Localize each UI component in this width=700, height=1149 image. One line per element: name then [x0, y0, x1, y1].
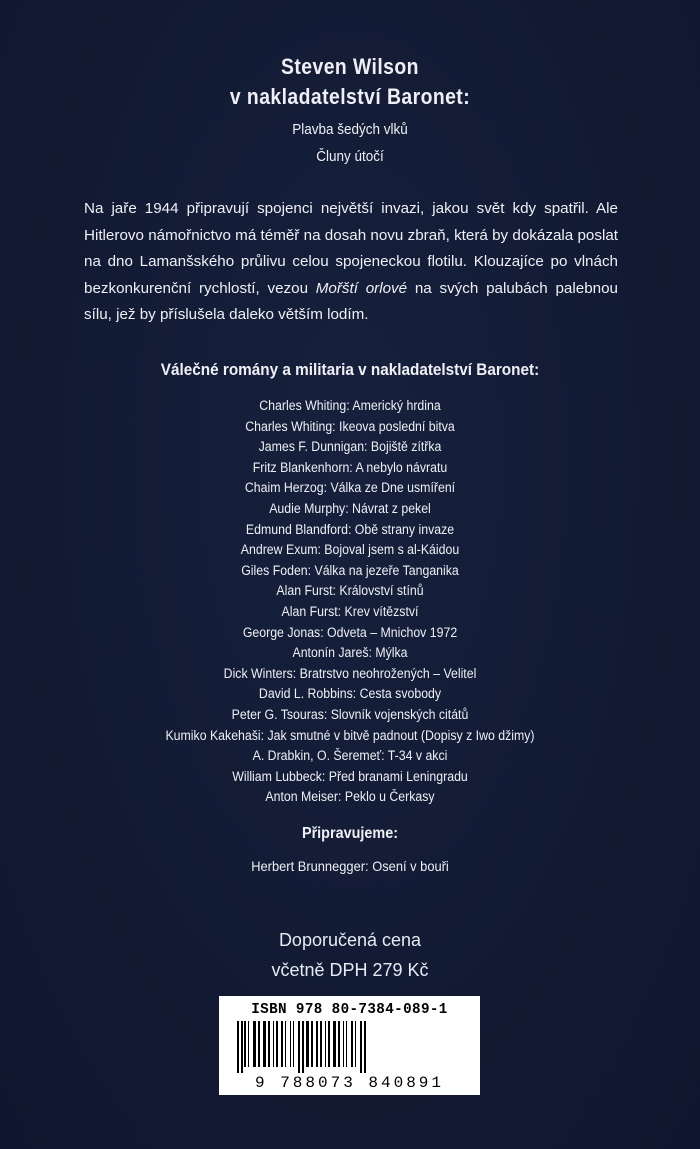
barcode-bar — [355, 1021, 356, 1067]
list-item: Fritz Blankenhorn: A nebylo návratu — [252, 459, 448, 475]
list-item: Andrew Exum: Bojoval jsem s al-Káidou — [240, 542, 460, 558]
list-item: Antonín Jareš: Mýlka — [292, 645, 408, 661]
barcode-bar — [328, 1021, 330, 1067]
barcode-digits: 9 788073 840891 — [254, 1074, 445, 1092]
barcode-bar — [258, 1021, 260, 1067]
blurb-text — [84, 196, 618, 329]
list-item: Dick Winters: Bratrstvo neohrožených – Velitel — [223, 665, 477, 681]
list-item: Anton Meiser: Peklo u Čerkasy — [265, 789, 435, 805]
barcode-bar — [281, 1021, 283, 1067]
list-item: Charles Whiting: Ikeova poslední bitva — [245, 418, 455, 434]
isbn-number: ISBN 978 80-7384-089-1 — [251, 1001, 448, 1018]
barcode-bar — [343, 1021, 344, 1067]
list-item: Edmund Blandford: Obě strany invaze — [245, 521, 455, 537]
book-list — [0, 396, 700, 808]
barcode-bar — [244, 1021, 246, 1067]
list-item: A. Drabkin, O. Šeremeť: T-34 v akci — [252, 748, 448, 764]
list-item: Peter G. Tsouras: Slovník vojenských citátů — [231, 706, 469, 722]
barcode-bar — [338, 1021, 340, 1067]
barcode-bar — [302, 1021, 304, 1073]
list-item: Alan Furst: Krev vítězství — [281, 603, 419, 619]
barcode-bar — [253, 1021, 256, 1067]
barcode-bar — [285, 1021, 286, 1067]
blurb-part: na svých palubách palebnou sílu, jež by příslušela daleko větším lodím. — [84, 279, 618, 323]
list-item: Audie Murphy: Návrat z pekel — [269, 500, 431, 516]
barcode-bar — [237, 1021, 239, 1073]
barcode-bar — [268, 1021, 270, 1067]
barcode-bar — [360, 1021, 362, 1073]
blurb-part: Na jaře 1944 připravují spojenci největší invazi, jakou svět kdy spatřil. Ale Hitlerovo námořnictvo má téměř na dosah novu zbraň, která by dokázala poslat na dno Lamanšského průlivu celou spojeneckou flotilu. Klouzajíce po vlnách bezkonkurenční rychlostí, vezou — [84, 200, 618, 297]
list-item: William Lubbeck: Před branami Leningradu — [232, 768, 468, 784]
barcode-bar — [364, 1021, 366, 1073]
list-item: George Jonas: Odveta – Mnichov 1972 — [242, 624, 458, 640]
list-item: Giles Foden: Válka na jezeře Tanganika — [241, 562, 459, 578]
series-title: Čluny útočí — [316, 148, 384, 165]
list-item: James F. Dunnigan: Bojiště zítřka — [258, 439, 442, 455]
barcode-bar — [306, 1021, 309, 1067]
war-books-heading: Válečné romány a militaria v nakladatelství Baronet: — [160, 360, 540, 379]
price-value: včetně DPH 279 Kč — [271, 960, 429, 980]
upcoming-book: Herbert Brunnegger: Osení v bouři — [251, 858, 449, 874]
barcode-bar — [311, 1021, 313, 1067]
barcode-bar — [290, 1021, 291, 1067]
barcode-bars — [233, 1021, 466, 1073]
price-label: Doporučená cena — [278, 930, 422, 950]
series-title: Plavba šedých vlků — [292, 121, 408, 138]
barcode-bar — [293, 1021, 294, 1067]
author-title: Steven Wilson — [281, 54, 419, 79]
list-item: David L. Robbins: Cesta svobody — [258, 686, 442, 702]
barcode-bar — [325, 1021, 326, 1067]
barcode-bar — [298, 1021, 300, 1073]
barcode-bar — [333, 1021, 336, 1067]
barcode-bar — [248, 1021, 249, 1067]
publisher-title: v nakladatelství Baronet: — [229, 84, 471, 109]
list-item: Charles Whiting: Americký hrdina — [259, 398, 441, 413]
list-item: Alan Furst: Království stínů — [276, 583, 424, 599]
barcode-bar — [263, 1021, 266, 1067]
list-item: Chaim Herzog: Válka ze Dne usmíření — [244, 480, 456, 496]
barcode-bar — [320, 1021, 322, 1067]
barcode-bar — [351, 1021, 353, 1067]
upcoming-heading: Připravujeme: — [301, 825, 399, 842]
isbn-barcode — [219, 996, 480, 1095]
list-item: Kumiko Kakehaši: Jak smutné v bitvě padnout (Dopisy z Iwo džimy) — [165, 727, 535, 743]
blurb-italic-title: Mořští orlové — [315, 279, 408, 297]
barcode-bar — [276, 1021, 278, 1067]
barcode-bar — [273, 1021, 274, 1067]
barcode-bar — [316, 1021, 318, 1067]
barcode-bar — [241, 1021, 243, 1073]
barcode-bar — [346, 1021, 347, 1067]
